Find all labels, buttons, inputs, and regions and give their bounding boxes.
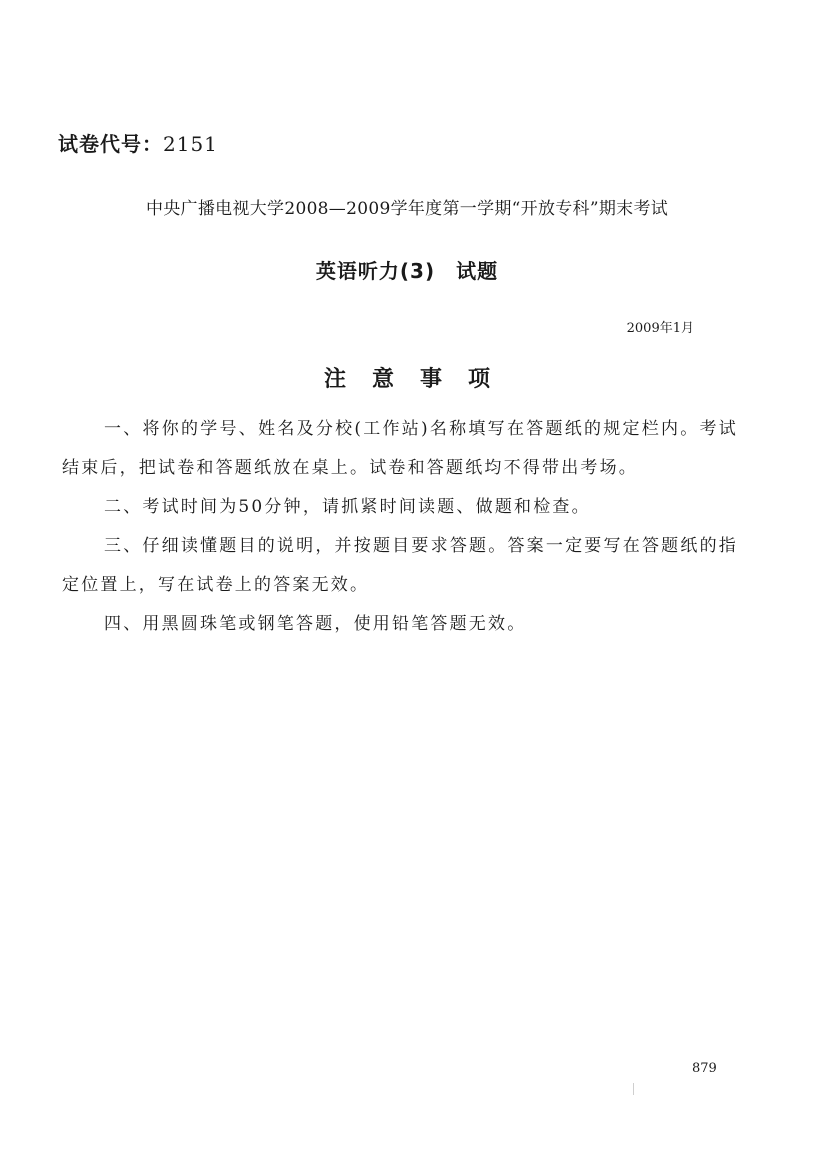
notice-item-4: 四、用黑圆珠笔或钢笔答题，使用铅笔答题无效。 (104, 614, 527, 634)
page-number: 879 (692, 1061, 717, 1076)
exam-code-value: 2151 (163, 132, 218, 156)
school-exam-line: 中央广播电视大学2008—2009学年度第一学期“开放专科”期末考试 (145, 199, 669, 219)
exam-code-label: 试卷代号： (58, 132, 163, 156)
notice-item-1: 一、将你的学号、姓名及分校(工作站)名称填写在答题纸的规定栏内。考试结束后，把试卷和答题纸放在桌上。试卷和答题纸均不得带出考场。 (62, 419, 738, 478)
exam-date: 2009年1月 (626, 321, 694, 336)
notice-heading: 注意事项 (323, 367, 516, 392)
notice-item-2: 二、考试时间为50分钟，请抓紧时间读题、做题和检查。 (104, 497, 591, 517)
exam-code (58, 128, 218, 157)
notice-item-3: 三、仔细读懂题目的说明，并按题目要求答题。答案一定要写在答题纸的指定位置上，写在试卷上的答案无效。 (62, 536, 738, 595)
scan-mark (633, 1083, 634, 1095)
exam-title: 英语听力(3) 试题 (315, 259, 499, 283)
notice-list (62, 410, 738, 644)
